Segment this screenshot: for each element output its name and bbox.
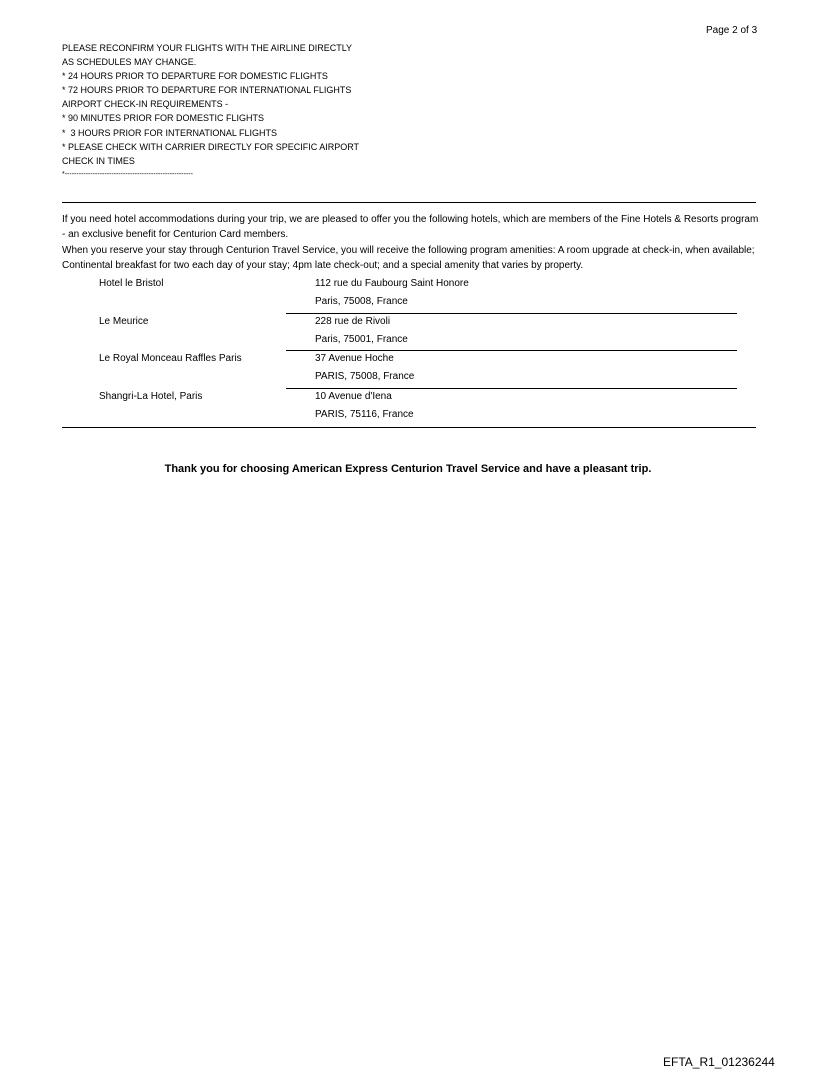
hotel-street: 10 Avenue d'Iena [315, 390, 392, 402]
section-divider [62, 427, 756, 428]
intro-paragraph: When you reserve your stay through Centurion Travel Service, you will receive the following program amenities: A room upgrade at check-in, when available; Continental breakfast for two each day of your stay; 4pm late check-out; and a special amenity that varies by property. [62, 244, 755, 272]
note-line: PLEASE RECONFIRM YOUR FLIGHTS WITH THE AIRLINE DIRECTLY [62, 43, 353, 53]
hotel-city: Paris, 75001, France [315, 333, 408, 345]
note-line: * 3 HOURS PRIOR FOR INTERNATIONAL FLIGHTS [62, 127, 278, 138]
note-line: *------------------------------------------------------- [62, 170, 193, 178]
note-line: AS SCHEDULES MAY CHANGE. [62, 57, 197, 68]
hotel-street: 228 rue de Rivoli [315, 315, 391, 327]
hotel-city: PARIS, 75116, France [315, 408, 414, 420]
hotel-city: Paris, 75008, France [315, 296, 408, 307]
hotel-street: 112 rue du Faubourg Saint Honore [315, 278, 469, 289]
note-line: * PLEASE CHECK WITH CARRIER DIRECTLY FOR SPECIFIC AIRPORT [62, 141, 360, 152]
note-line: * 24 HOURS PRIOR TO DEPARTURE FOR DOMESTIC FLIGHTS [62, 71, 328, 82]
document-id: EFTA_R1_01236244 [663, 1055, 775, 1069]
page-number: Page 2 of 3 [706, 25, 758, 36]
flight-notes [62, 41, 359, 182]
hotel-list [62, 276, 756, 426]
intro-paragraph: If you need hotel accommodations during your trip, we are pleased to offer you the following hotels, which are members of the Fine Hotels & Resorts program - an exclusive benefit for Centurion Card members. [62, 214, 759, 241]
hotel-city: PARIS, 75008, France [315, 371, 415, 382]
hotel-name: Shangri-La Hotel, Paris [99, 390, 203, 402]
note-line: CHECK IN TIMES [62, 155, 135, 166]
hotel-name: Hotel le Bristol [99, 278, 164, 289]
section-divider [62, 202, 756, 203]
hotel-row [62, 351, 756, 389]
hotel-row [62, 389, 756, 427]
note-line: * 90 MINUTES PRIOR FOR DOMESTIC FLIGHTS [62, 113, 265, 124]
hotel-row [62, 276, 756, 314]
hotel-street: 37 Avenue Hoche [315, 353, 394, 364]
hotel-row [62, 314, 756, 352]
note-line: * 72 HOURS PRIOR TO DEPARTURE FOR INTERNATIONAL FLIGHTS [62, 85, 352, 96]
hotel-intro [62, 212, 762, 274]
closing-message: Thank you for choosing American Express Centurion Travel Service and have a pleasant trip. [164, 463, 652, 475]
hotel-name: Le Royal Monceau Raffles Paris [99, 353, 242, 364]
hotel-name: Le Meurice [99, 315, 149, 327]
note-line: AIRPORT CHECK-IN REQUIREMENTS - [62, 99, 229, 110]
